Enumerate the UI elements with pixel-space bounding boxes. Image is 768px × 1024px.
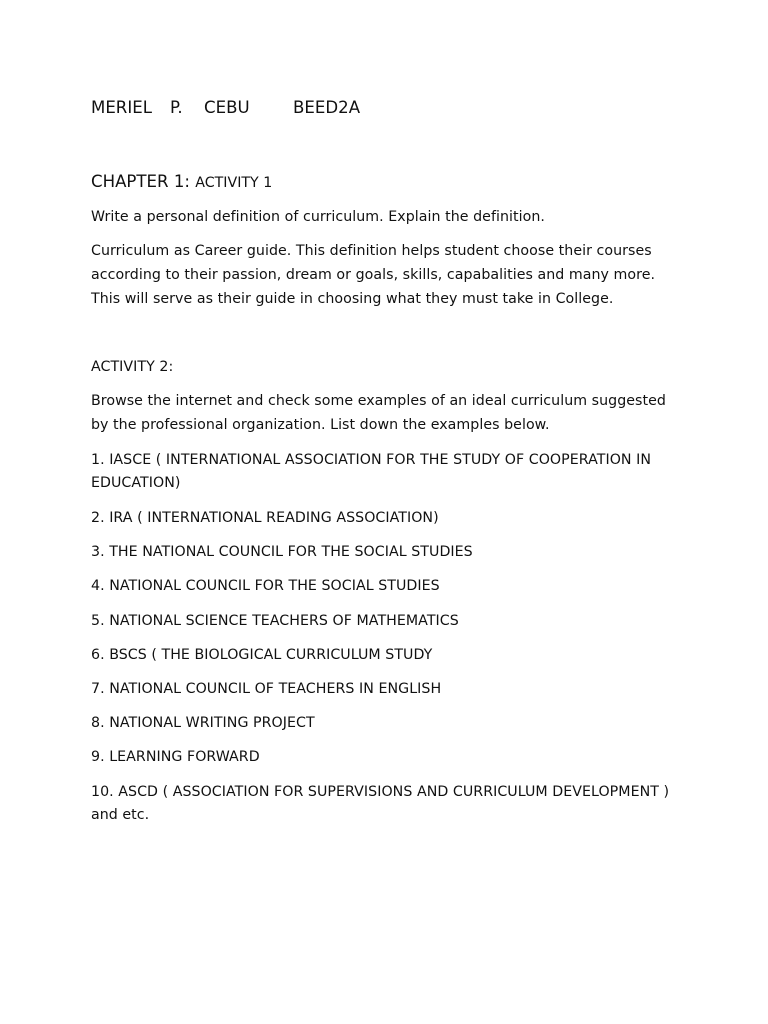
activity-2-prompt-line: Browse the internet and check some examples of an ideal curriculum suggested (91, 393, 666, 409)
student-last-name: CEBU (204, 98, 250, 117)
student-middle-initial: P. (170, 98, 183, 117)
activity-1-answer-line: Curriculum as Career guide. This definition helps student choose their courses (91, 243, 652, 259)
student-section: BEED2A (293, 98, 361, 117)
list-item: 3. THE NATIONAL COUNCIL FOR THE SOCIAL STUDIES (91, 544, 473, 560)
student-first-name: MERIEL (91, 98, 152, 117)
list-item: 8. NATIONAL WRITING PROJECT (91, 715, 315, 731)
list-item: and etc. (91, 807, 150, 823)
list-item: 9. LEARNING FORWARD (91, 749, 260, 765)
activity-1-prompt: Write a personal definition of curriculum. Explain the definition. (91, 209, 545, 225)
chapter-label: CHAPTER 1: (91, 172, 190, 191)
list-item: 1. IASCE ( INTERNATIONAL ASSOCIATION FOR THE STUDY OF COOPERATION IN (91, 452, 652, 468)
list-item: 7. NATIONAL COUNCIL OF TEACHERS IN ENGLISH (91, 681, 442, 697)
list-item: 6. BSCS ( THE BIOLOGICAL CURRICULUM STUDY (91, 647, 433, 663)
activity-2-label: ACTIVITY 2: (91, 359, 174, 375)
list-item: 10. ASCD ( ASSOCIATION FOR SUPERVISIONS AND CURRICULUM DEVELOPMENT ) (91, 784, 670, 800)
activity-1-label: ACTIVITY 1 (195, 175, 273, 191)
activity-2-prompt-line: by the professional organization. List down the examples below. (91, 417, 550, 433)
list-item: EDUCATION) (91, 475, 181, 491)
activity-1-answer-line: This will serve as their guide in choosing what they must take in College. (91, 291, 614, 307)
list-item: 2. IRA ( INTERNATIONAL READING ASSOCIATION) (91, 510, 439, 526)
activity-1-answer-line: according to their passion, dream or goals, skills, capabalities and many more. (91, 267, 656, 283)
list-item: 5. NATIONAL SCIENCE TEACHERS OF MATHEMATICS (91, 613, 459, 629)
chapter-heading (91, 171, 272, 194)
list-item: 4. NATIONAL COUNCIL FOR THE SOCIAL STUDIES (91, 578, 440, 594)
